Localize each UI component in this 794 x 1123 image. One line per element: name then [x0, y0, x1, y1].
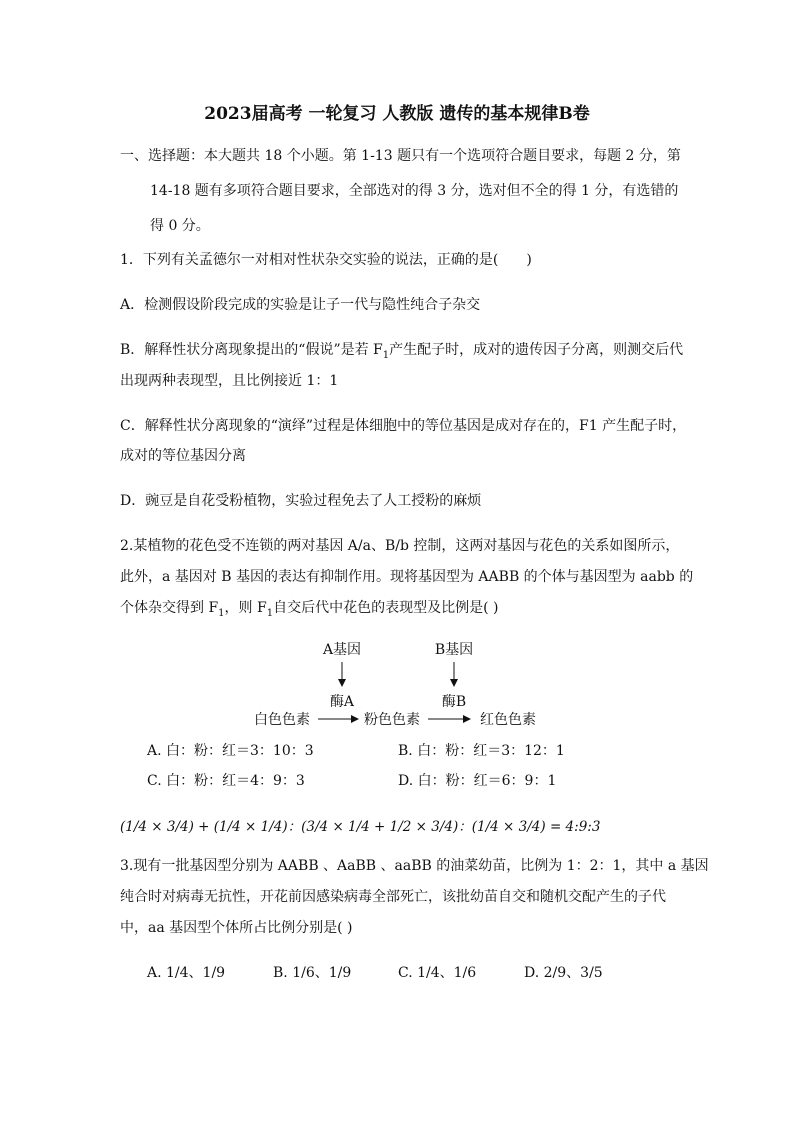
q1-option-d: D．豌豆是自花受粉植物，实验过程免去了人工授粉的麻烦 [120, 493, 482, 509]
q2-option-a: A. 白：粉：红＝3：10：3 [147, 743, 314, 759]
q3-stem-line3: 中，aa 基因型个体所占比例分别是( ) [120, 920, 353, 936]
q1-option-c-line1: C．解释性状分离现象的“演绎”过程是体细胞中的等位基因是成对存在的，F1 产生配子时， [120, 418, 687, 434]
gene-a-label: A基因 [322, 642, 362, 658]
q2-option-c: C. 白：粉：红＝4：9：3 [147, 773, 305, 789]
white-pigment-label: 白色色素 [254, 712, 310, 728]
q1-option-b-line1 [120, 340, 683, 360]
q1-b-text-post: 产生配子时，成对的遗传因子分离，则测交后代 [389, 342, 684, 358]
q2-stem-line2: 此外，a 基因对 B 基因的表达有抑制作用。现将基因型为 AABB 的个体与基因型为 aabb 的 [120, 569, 694, 585]
q1-option-b-line2: 出现两种表现型，且比例接近 1：1 [120, 373, 339, 389]
q3-stem-line2: 纯合时对病毒无抗性，开花前因感染病毒全部死亡，该批幼苗自交和随机交配产生的子代 [120, 889, 666, 905]
q3-option-b: B. 1/6、1/9 [273, 965, 352, 981]
q1-option-c-line2: 成对的等位基因分离 [120, 448, 246, 464]
q2-line3-sub1: 1 [218, 607, 225, 619]
red-pigment-label: 红色色素 [480, 712, 536, 728]
q2-option-d: D. 白：粉：红＝6：9：1 [398, 773, 557, 789]
q3-option-c: C. 1/4、1/6 [398, 965, 477, 981]
section-instructions-line2: 14-18 题有多项符合题目要求，全部选对的得 3 分，选对但不全的得 1 分，有选错的 [150, 183, 679, 199]
document-title: 2023届高考 一轮复习 人教版 遗传的基本规律B卷 [204, 104, 590, 124]
enzyme-b-label: 酶B [441, 694, 467, 710]
q2-line3-sub2: 1 [266, 607, 274, 619]
enzyme-a-label: 酶A [329, 694, 355, 710]
q1-option-a: A．检测假设阶段完成的实验是让子一代与隐性纯合子杂交 [120, 297, 481, 313]
q2-line3-post: 自交后代中花色的表现型及比例是( ) [273, 600, 499, 616]
q2-solution-formula: (1/4 × 3/4) + (1/4 × 1/4)：(3/4 × 1/4 + 1/2 × 3/4)：(1/4 × 3/4) = 4:9:3 [120, 819, 601, 835]
q3-option-a: A. 1/4、1/9 [147, 965, 226, 981]
section-instructions-line1: 一、选择题：本大题共 18 个小题。第 1-13 题只有一个选项符合题目要求，每题 2 分，第 [120, 148, 681, 164]
q2-stem-line3 [120, 598, 498, 618]
gene-b-label: B基因 [434, 642, 474, 658]
section-instructions-line3: 得 0 分。 [150, 218, 210, 234]
q2-line3-mid: ，则 F [224, 600, 267, 616]
q2-stem-line1: 2.某植物的花色受不连锁的两对基因 A/a、B/b 控制，这两对基因与花色的关系如图所示， [120, 538, 680, 554]
q1-stem: 1．下列有关孟德尔一对相对性状杂交实验的说法，正确的是( ) [120, 252, 532, 268]
q1-b-text-pre: B．解释性状分离现象提出的“假说”是若 F [120, 342, 383, 358]
q2-option-b: B. 白：粉：红＝3：12：1 [398, 743, 565, 759]
q2-line3-pre: 个体杂交得到 F [120, 600, 219, 616]
q3-stem-line1: 3.现有一批基因型分别为 AABB 、AaBB 、aaBB 的油菜幼苗，比例为 1：2：1，其中 a 基因 [120, 858, 709, 874]
q1-b-subscript: 1 [382, 349, 390, 361]
pigment-pathway-diagram [240, 636, 570, 736]
q3-option-d: D. 2/9、3/5 [524, 965, 603, 981]
pink-pigment-label: 粉色色素 [364, 712, 420, 728]
